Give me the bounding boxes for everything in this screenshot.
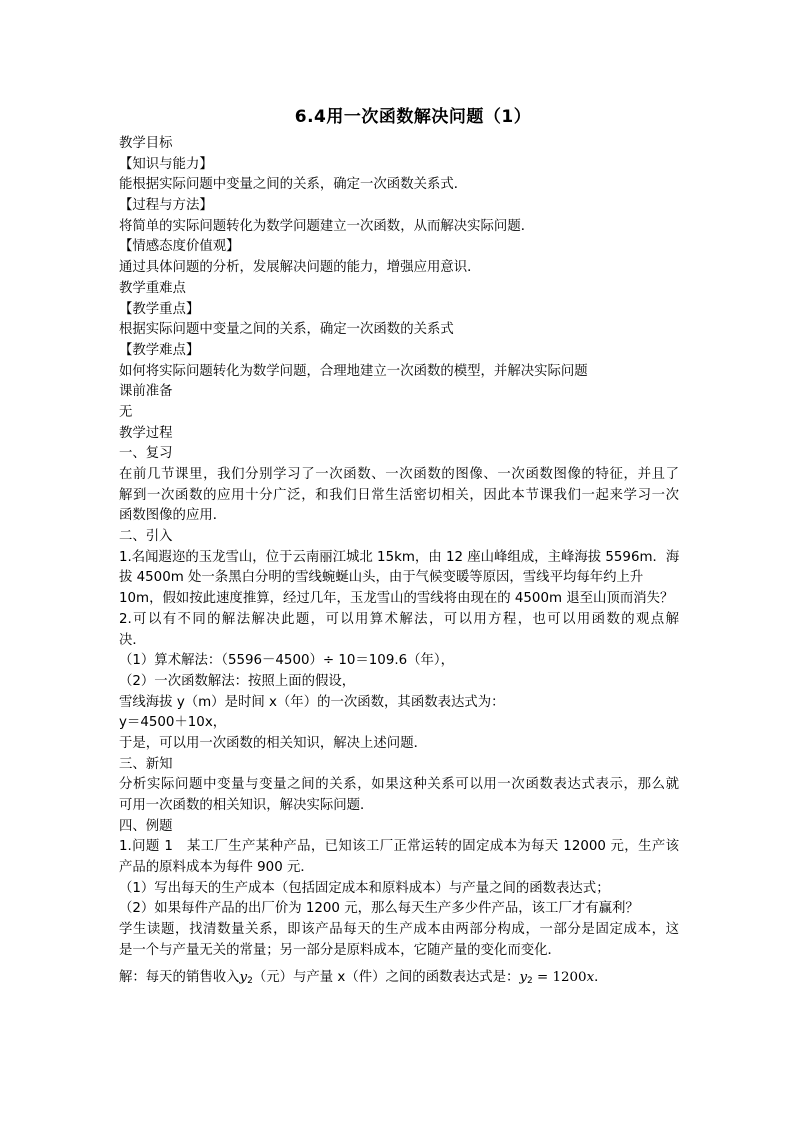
text-line: 是一个与产量无关的常量；另一部分是原料成本，它随产量的变化而变化．	[119, 942, 561, 958]
subheading-knowledge: 【知识与能力】	[119, 156, 213, 172]
subheading-difficult: 【教学难点】	[119, 342, 200, 358]
text-line: 函数图像的应用．	[119, 508, 227, 524]
solution-middle: （元）与产量 x（件）之间的函数表达式是：	[252, 969, 520, 985]
text-line: 2.可以有不同的解法解决此题，可以用算术解法，可以用方程，也可以用函数的观点解	[119, 611, 679, 627]
text-line: 学生读题，找清数量关系，即该产品每天的生产成本由两部分构成，一部分是固定成本，这	[119, 922, 679, 938]
text-line: 将简单的实际问题转化为数学问题建立一次函数，从而解决实际问题．	[119, 218, 535, 234]
heading-teaching-goals: 教学目标	[119, 136, 173, 151]
math-subscript: 2	[247, 975, 253, 986]
math-subscript: 2	[527, 975, 533, 986]
text-line: 无	[119, 404, 133, 420]
math-var-x: x	[586, 969, 595, 985]
document-title: 6.4用一次函数解决问题（1）	[294, 107, 532, 127]
subheading-key: 【教学重点】	[119, 301, 200, 317]
text-line: 于是，可以用一次函数的相关知识，解决上述问题．	[119, 735, 427, 751]
solution-end: ．	[594, 969, 608, 985]
heading-key-points: 教学重难点	[119, 280, 186, 296]
text-line: 分析实际问题中变量与变量之间的关系，如果这种关系可以用一次函数表达式表示，那么就	[119, 777, 679, 793]
text-line: 通过具体问题的分析，发展解决问题的能力，增强应用意识．	[119, 260, 481, 276]
text-line: （1）算术解法：（5596－4500）÷ 10＝109.6（年），	[119, 653, 454, 669]
text-line: 1.名闻遐迩的玉龙雪山，位于云南丽江城北 15km，由 12 座山峰组成，主峰海拔 5596m．海	[119, 549, 679, 565]
text-line: 根据实际问题中变量之间的关系，确定一次函数的关系式	[119, 322, 454, 338]
text-line: 10m，假如按此速度推算，经过几年，玉龙雪山的雪线将由现在的 4500m 退至山顶而消失？	[119, 591, 674, 607]
section-intro: 二、引入	[119, 529, 173, 545]
text-line: 决．	[119, 632, 146, 648]
text-line: （1）写出每天的生产成本（包括固定成本和原料成本）与产量之间的函数表达式；	[119, 880, 610, 896]
text-line: 产品的原料成本为每件 900 元．	[119, 860, 314, 876]
text-line: （2）一次函数解法：按照上面的假设，	[119, 673, 356, 689]
text-line: 如何将实际问题转化为数学问题，合理地建立一次函数的模型，并解决实际问题	[119, 363, 588, 379]
document-page	[119, 104, 679, 988]
math-equation: = 1200	[532, 969, 587, 985]
text-line: （2）如果每件产品的出厂价为 1200 元，那么每天生产多少件产品，该工厂才有赢利？	[119, 901, 639, 917]
heading-process: 教学过程	[119, 425, 173, 441]
text-line: 拔 4500m 处一条黑白分明的雪线蜿蜒山头，由于气候变暖等原因，雪线平均每年约上升	[119, 570, 644, 586]
subheading-process: 【过程与方法】	[119, 198, 213, 214]
text-line: 能根据实际问题中变量之间的关系，确定一次函数关系式．	[119, 177, 468, 193]
solution-prefix: 解：每天的销售收入	[119, 969, 240, 985]
math-var-y: y	[239, 969, 248, 985]
text-line: y＝4500＋10x，	[119, 715, 227, 731]
text-line: 解到一次函数的应用十分广泛，和我们日常生活密切相关，因此本节课我们一起来学习一次	[119, 487, 679, 503]
section-new-knowledge: 三、新知	[119, 756, 173, 772]
heading-preparation: 课前准备	[119, 384, 173, 400]
text-line: 可用一次函数的相关知识，解决实际问题．	[119, 798, 374, 813]
solution-line	[119, 968, 679, 989]
section-review: 一、复习	[119, 446, 173, 462]
text-line: 在前几节课里，我们分别学习了一次函数、一次函数的图像、一次函数图像的特征，并且了	[119, 467, 679, 482]
text-line: 雪线海拔 y（m）是时间 x（年）的一次函数，其函数表达式为：	[119, 694, 505, 710]
section-examples: 四、例题	[119, 818, 173, 834]
subheading-attitude: 【情感态度价值观】	[119, 239, 240, 255]
text-line: 1.问题 1 某工厂生产某种产品，已知该工厂正常运转的固定成本为每天 12000 元，生产该	[119, 839, 679, 855]
math-var-y: y	[519, 969, 528, 985]
